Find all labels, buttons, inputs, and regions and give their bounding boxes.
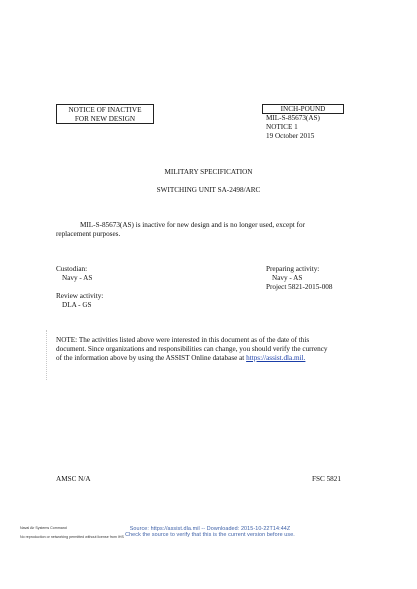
preparing-activity-value: Navy - AS (272, 274, 303, 282)
note-line-3-text: of the information above by using the ASSIST Online database at (56, 354, 247, 362)
amsc-code: AMSC N/A (56, 475, 91, 483)
custodian-value: Navy - AS (62, 274, 93, 282)
notice-box-line-2: FOR NEW DESIGN (74, 115, 136, 123)
inactive-statement-line-1: MIL-S-85673(AS) is inactive for new design and is no longer used, except for (80, 221, 305, 229)
preparing-activity-label: Preparing activity: (266, 265, 320, 273)
notice-number: NOTICE 1 (266, 123, 298, 131)
review-activity-label: Review activity: (56, 292, 104, 300)
note-line-2: document. Since organizations and responsibilities can change, you should verify the currency (56, 345, 328, 353)
assist-link[interactable]: https://assist.dla.mil. (246, 354, 306, 362)
margin-mark (46, 330, 53, 380)
footer-license: No reproduction or networking permitted without license from IHS (20, 535, 124, 539)
footer-source: Source: https://assist.dla.mil -- Downloaded: 2015-10-22T14:44Z (129, 526, 291, 532)
note-line-1: NOTE: The activities listed above were interested in this document as of the date of this (56, 336, 310, 344)
notice-box-line-1: NOTICE OF INACTIVE (68, 106, 142, 114)
spec-item-title: SWITCHING UNIT SA-2498/ARC (156, 186, 261, 194)
note-line-3 (56, 354, 305, 363)
footer-check: Check the source to verify that this is the current version before use. (125, 532, 295, 538)
notice-date: 19 October 2015 (266, 132, 315, 140)
fsc-code: FSC 5821 (312, 475, 341, 483)
inactive-statement-line-2: replacement purposes. (56, 230, 121, 238)
inactive-notice-box (56, 104, 154, 124)
custodian-label: Custodian: (56, 265, 88, 273)
project-number: Project 5821-2015-008 (266, 283, 333, 291)
document-id: MIL-S-85673(AS) (266, 114, 320, 122)
spec-type-title: MILITARY SPECIFICATION (164, 168, 253, 176)
footer-org: Naval Air Systems Command (20, 526, 67, 530)
review-activity-value: DLA - GS (62, 301, 92, 309)
inch-pound-box (262, 104, 344, 114)
inch-pound-label: INCH-POUND (280, 105, 326, 113)
